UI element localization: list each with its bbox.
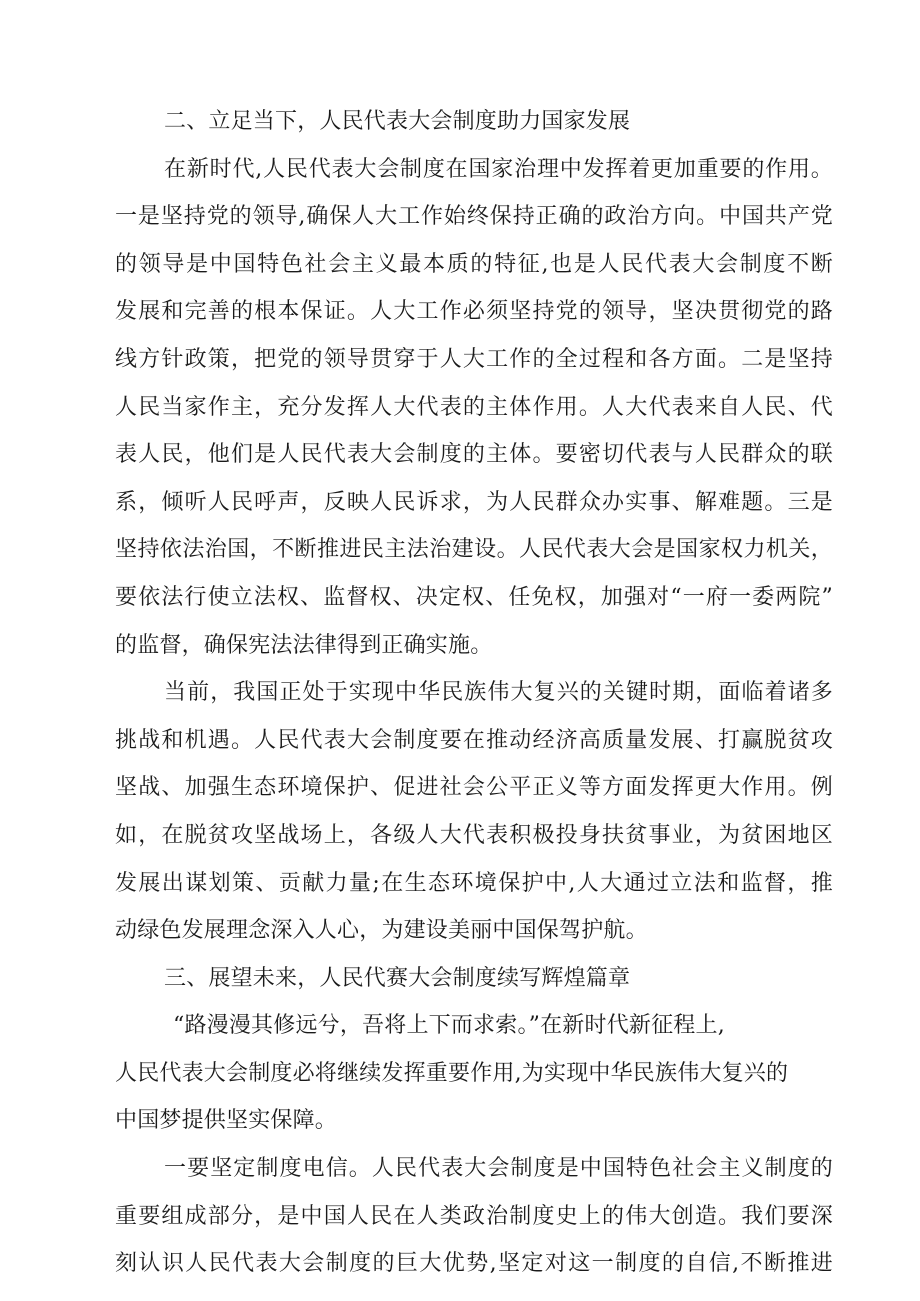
text-line: 坚持依法治国，不断推进民主法治建设。人民代表大会是国家权力机关， — [115, 537, 833, 563]
document-body — [115, 98, 833, 1288]
text-line: 刻认识人民代表大会制度的巨大优势,坚定对这一制度的自信,不断推进 — [115, 1251, 833, 1277]
text-line: 人民当家作主，充分发挥人大代表的主体作用。人大代表来自人民、代 — [115, 394, 833, 420]
text-line: 一要坚定制度电信。人民代表大会制度是中国特色社会主义制度的 — [164, 1156, 833, 1182]
text-line: 发展出谋划策、贡献力量;在生态环境保护中,人大通过立法和监督，推 — [115, 870, 833, 896]
text-line: 三、展望未来，人民代赛大会制度续写辉煌篇章 — [164, 965, 631, 991]
text-line: 线方针政策，把党的领导贯穿于人大工作的全过程和各方面。二是坚持 — [115, 346, 833, 372]
text-line: 如，在脱贫攻坚战场上，各级人大代表积极投身扶贫事业，为贫困地区 — [115, 822, 833, 848]
text-line: 系，倾听人民呼声，反映人民诉求，为人民群众办实事、解难题。三是 — [115, 489, 833, 515]
text-line: 的领导是中国特色社会主义最本质的特征,也是人民代表大会制度不断 — [115, 251, 833, 277]
text-line: 要依法行使立法权、监督权、决定权、任免权，加强对“一府一委两院” — [115, 584, 833, 610]
text-line: 动绿色发展理念深入人心，为建设美丽中国保驾护航。 — [115, 918, 648, 944]
text-line: 重要组成部分，是中国人民在人类政治制度史上的伟大创造。我们要深 — [115, 1203, 833, 1229]
text-line: 在新时代,人民代表大会制度在国家治理中发挥着更加重要的作用。 — [164, 156, 833, 182]
text-line: 当前，我国正处于实现中华民族伟大复兴的关键时期，面临着诸多 — [164, 680, 833, 706]
text-line: “路漫漫其修远兮，吾将上下而求索。”在新时代新征程上, — [173, 1013, 725, 1039]
text-line: 发展和完善的根本保证。人大工作必须坚持党的领导，坚决贯彻党的路 — [115, 299, 833, 325]
text-line: 的监督，确保宪法法律得到正确实施。 — [115, 632, 493, 658]
text-line: 中国梦提供坚实保障。 — [115, 1108, 338, 1134]
text-line: 二、立足当下，人民代表大会制度助力国家发展 — [164, 109, 631, 134]
text-line: 坚战、加强生态环境保护、促进社会公平正义等方面发挥更大作用。例 — [115, 775, 833, 801]
text-line: 人民代表大会制度必将继续发挥重要作用,为实现中华民族伟大复兴的 — [115, 1060, 789, 1086]
text-line: 一是坚持党的领导,确保人大工作始终保持正确的政治方向。中国共产党 — [115, 204, 833, 230]
text-line: 表人民，他们是人民代表大会制度的主体。要密切代表与人民群众的联 — [115, 442, 833, 468]
text-line: 挑战和机遇。人民代表大会制度要在推动经济高质量发展、打赢脱贫攻 — [115, 727, 833, 753]
